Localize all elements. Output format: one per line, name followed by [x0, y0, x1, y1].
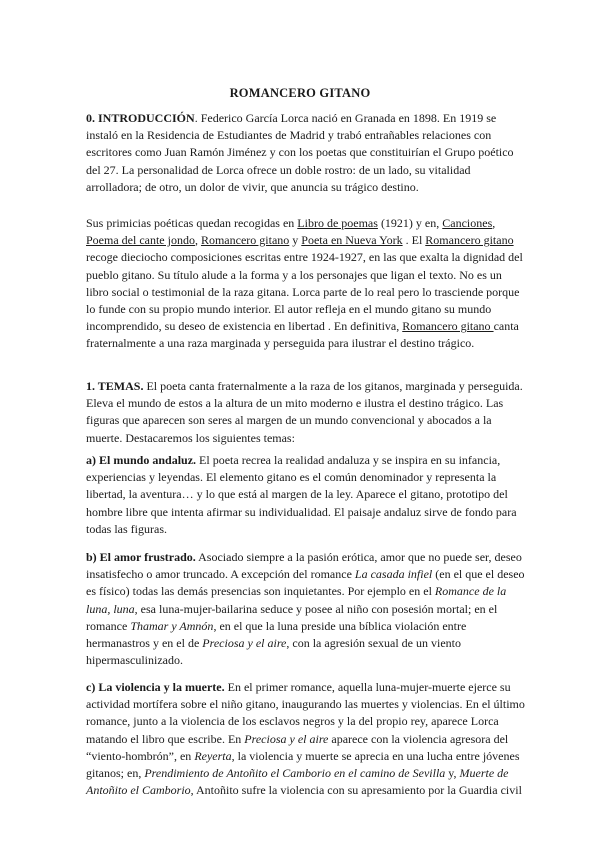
- tema-b-text: , con la agresión sexual de un viento hipermasculinizado.: [86, 636, 462, 668]
- title-preciosa-aire: Preciosa y el aire: [202, 636, 287, 651]
- title-prendimiento: Prendimiento de Antoñito el Camborio en el camino de Sevilla: [144, 766, 446, 781]
- temas-heading: 1. TEMAS.: [86, 379, 144, 393]
- works-text: y: [289, 233, 302, 248]
- title-muerte-antonito: Muerte de Antoñito el Camborio: [86, 766, 509, 798]
- tema-a-paragraph: [86, 452, 526, 538]
- document-title: ROMANCERO GITANO: [229, 86, 371, 100]
- title-thamar-amnon: Thamar y Amnón: [130, 618, 214, 633]
- tema-b-text: , en el que la luna preside una bíblica violación entre hermanastros y en el de: [86, 618, 467, 651]
- tema-b-text: (en el que el deseo es físico) todas las demás presencias son inquietantes. Por ejemplo en el: [86, 567, 525, 599]
- title-romance-luna: Romance de la luna, luna: [86, 584, 507, 616]
- works-text: ,: [492, 216, 496, 230]
- book-canciones: Canciones: [442, 216, 493, 230]
- book-poeta-nueva-york: Poeta en Nueva York: [301, 233, 403, 248]
- book-poema-cante-jondo: Poema del cante jondo: [86, 233, 195, 248]
- book-romancero-gitano: Romancero gitano: [425, 233, 514, 248]
- tema-b-paragraph: [86, 549, 526, 669]
- intro-heading: 0. INTRODUCCIÓN: [86, 111, 195, 125]
- tema-c-text: , Antoñito sufre la violencia con su apresamiento por la Guardia civil: [190, 783, 522, 798]
- works-text: Sus primicias poéticas quedan recogidas en: [86, 216, 298, 230]
- book-romancero-gitano: Romancero gitano: [200, 233, 290, 248]
- tema-c-paragraph: [86, 679, 526, 799]
- works-text: ,: [194, 233, 201, 248]
- tema-a-text: El poeta recrea la realidad andaluza y se inspira en su infancia, experiencias y leyendas. El elemento gitano es el común denominador y representa la libertad, la aventura… y lo que está al margen de la ley. Aparece el gitano, prototipo del hombre libre que intenta afirmar su individualidad. El paisaje andaluz sirve de fondo para todas las figuras.: [86, 453, 517, 536]
- temas-paragraph: [86, 378, 526, 447]
- title-preciosa-aire: Preciosa y el aire: [244, 731, 329, 746]
- works-text: recoge dieciocho composiciones escritas entre 1924-1927, en las que exalta la dignidad del pueblo gitano. Su título alude a la forma y a los personajes que ligan el texto. No es un libro social o testimonial de la raza gitana. Lorca parte de lo real pero lo trasciende porque lo funde con su propio mundo interior. El autor refleja en el mundo gitano su mundo incomprendido, su deseo de existencia en libertad . En definitiva,: [86, 250, 523, 334]
- title-casada-infiel: La casada infiel: [354, 567, 433, 582]
- works-text: (1921) y en,: [377, 216, 443, 230]
- works-paragraph: [86, 215, 526, 353]
- works-text: canta fraternalmente a una raza marginada y perseguida para ilustrar el destino trágico.: [86, 319, 519, 351]
- tema-b-text: , esa luna-mujer-bailarina seduce y posee al niño con posesión mortal; en el romance: [86, 601, 498, 633]
- tema-b-text: Asociado siempre a la pasión erótica, amor que no puede ser, deseo insatisfecho o amor truncado. A excepción del romance: [86, 550, 522, 582]
- tema-c-text: y,: [445, 766, 460, 781]
- book-libro-de-poemas: Libro de poemas: [297, 216, 378, 230]
- title-reyerta: Reyerta: [194, 748, 232, 763]
- tema-c-text: , la violencia y muerte se aprecia en una lucha entre jóvenes gitanos; en,: [86, 748, 520, 781]
- tema-b-heading: b) El amor frustrado.: [86, 550, 196, 564]
- tema-c-text: En el primer romance, aquella luna-mujer-muerte ejerce su actividad mortífera sobre el niño gitano, inaugurando las muertes y violencias. En el último romance, junto a la violencia de los esclavos negros y la del propio rey, aparece Lorca matando el libro que escribe. En: [86, 680, 525, 746]
- intro-paragraph: [86, 110, 526, 196]
- works-text: . El: [402, 233, 426, 248]
- temas-text: El poeta canta fraternalmente a la raza de los gitanos, marginada y perseguida. Eleva el mundo de estos a la altura de un mito moderno e ilustra el destino trágico. Las figuras que aparecen son seres al margen de un mundo convencional y abocados a la muerte. Destacaremos los siguientes temas:: [86, 379, 523, 445]
- book-romancero-gitano: Romancero gitano: [402, 319, 494, 334]
- tema-a-heading: a) El mundo andaluz.: [86, 453, 197, 467]
- intro-text: . Federico García Lorca nació en Granada en 1898. En 1919 se instaló en la Residencia de Estudiantes de Madrid y trabó entrañables relaciones con escritores como Juan Ramón Jiménez y con los poetas que constituirían el Grupo poético del 27. La personalidad de Lorca ofrece un doble rostro: de un lado, su vitalidad arrolladora; de otro, un dolor de vivir, que anuncia su trágico destino.: [86, 111, 514, 194]
- tema-c-heading: c) La violencia y la muerte.: [86, 680, 225, 694]
- tema-c-text: aparece con la violencia agresora del “viento-hombrón”, en: [86, 731, 509, 763]
